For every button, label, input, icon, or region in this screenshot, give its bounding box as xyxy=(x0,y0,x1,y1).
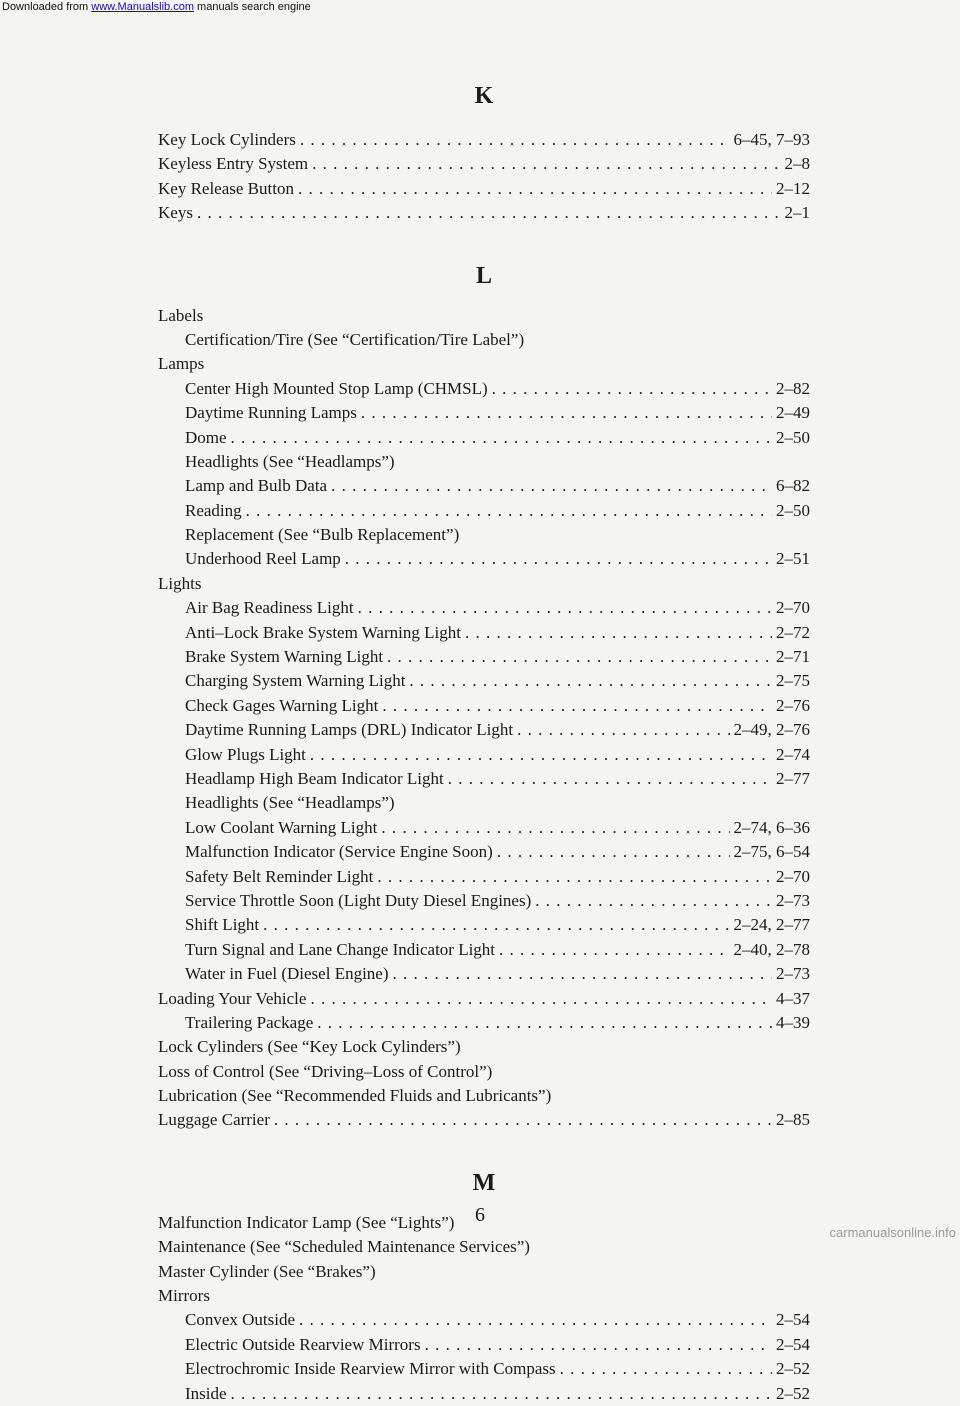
entry-page: 2–74, 6–36 xyxy=(733,817,810,837)
leader-dots xyxy=(381,816,729,840)
entry-page: 2–40, 2–78 xyxy=(733,939,810,959)
leader-dots xyxy=(448,767,772,791)
index-entry xyxy=(158,1235,810,1259)
entry-label: Keys xyxy=(158,203,193,223)
entry-label: Turn Signal and Lane Change Indicator Light xyxy=(185,939,496,959)
index-subentry xyxy=(158,1382,810,1406)
index-subentry xyxy=(158,596,810,620)
leader-dots xyxy=(310,743,772,767)
entry-page: 2–52 xyxy=(776,1383,810,1403)
banner-suffix: manuals search engine xyxy=(193,1,311,13)
leader-dots xyxy=(535,889,772,913)
index-subentry xyxy=(158,791,810,815)
leader-dots xyxy=(312,152,780,176)
section-letter-k: K xyxy=(474,83,494,109)
entry-label: Glow Plugs Light xyxy=(185,744,306,764)
entry-page: 2–71 xyxy=(776,647,810,667)
leader-dots xyxy=(345,547,772,571)
entry-label: Service Throttle Soon (Light Duty Diesel Engines) xyxy=(185,890,532,910)
entry-page: 2–1 xyxy=(784,203,810,223)
entry-label: Water in Fuel (Diesel Engine) xyxy=(185,964,389,984)
index-subentry xyxy=(158,547,810,571)
index-subentry xyxy=(158,694,810,718)
index-subentry xyxy=(158,743,810,767)
entry-label: Electrochromic Inside Rearview Mirror with Compass xyxy=(185,1359,556,1379)
entry-label: Maintenance (See “Scheduled Maintenance Services”) xyxy=(158,1237,530,1257)
entry-page: 2–54 xyxy=(776,1334,810,1354)
entry-page: 2–72 xyxy=(776,622,810,642)
entry-label: Reading xyxy=(185,500,242,520)
entry-label: Lubrication (See “Recommended Fluids and Lubricants”) xyxy=(158,1086,552,1106)
leader-dots xyxy=(317,1011,772,1035)
index-entry xyxy=(158,1260,810,1284)
leader-dots xyxy=(197,201,781,225)
entry-page: 2–52 xyxy=(776,1359,810,1379)
leader-dots xyxy=(465,621,772,645)
index-entry xyxy=(158,201,810,225)
entry-label: Daytime Running Lamps (DRL) Indicator Light xyxy=(185,720,514,740)
entry-label: Headlights (See “Headlamps”) xyxy=(185,793,395,813)
entry-page: 2–24, 2–77 xyxy=(733,915,810,935)
index-entry xyxy=(158,1084,810,1108)
page-number: 6 xyxy=(475,1204,485,1226)
leader-dots xyxy=(499,938,729,962)
index-subentry xyxy=(158,767,810,791)
leader-dots xyxy=(263,913,729,937)
index-subentry xyxy=(158,938,810,962)
entry-page: 2–77 xyxy=(776,768,810,788)
entry-label: Anti–Lock Brake System Warning Light xyxy=(185,622,461,642)
banner-prefix: Downloaded from xyxy=(2,1,92,13)
entry-label: Shift Light xyxy=(185,915,260,935)
index-entry xyxy=(158,152,810,176)
entry-page: 2–73 xyxy=(776,964,810,984)
index-subentry xyxy=(158,328,810,352)
index-subentry xyxy=(158,474,810,498)
heading-lights: Lights xyxy=(158,573,202,593)
entry-page: 2–50 xyxy=(776,427,810,447)
leader-dots xyxy=(231,426,772,450)
entry-label: Lock Cylinders (See “Key Lock Cylinders”) xyxy=(158,1037,461,1057)
entry-page: 2–75, 6–54 xyxy=(733,842,810,862)
entry-label: Headlamp High Beam Indicator Light xyxy=(185,768,444,788)
entry-label: Check Gages Warning Light xyxy=(185,695,379,715)
index-subentry xyxy=(158,889,810,913)
heading-mirrors: Mirrors xyxy=(158,1286,210,1306)
leader-dots xyxy=(361,401,772,425)
index-entry xyxy=(158,987,810,1011)
index-heading xyxy=(158,352,810,376)
entry-page: 2–49 xyxy=(776,403,810,423)
leader-dots xyxy=(387,645,772,669)
manualslib-link[interactable]: www.Manualslib.com xyxy=(91,1,194,13)
leader-dots xyxy=(331,474,772,498)
entry-page: 6–45, 7–93 xyxy=(733,130,810,149)
index-heading xyxy=(158,1284,810,1308)
index-subentry xyxy=(158,865,810,889)
entry-page: 2–70 xyxy=(776,866,810,886)
entry-page: 6–82 xyxy=(776,476,810,496)
index-subentry xyxy=(158,962,810,986)
index-entry xyxy=(158,128,810,152)
index-subentry xyxy=(158,523,810,547)
index-subentry xyxy=(158,913,810,937)
entry-page: 2–75 xyxy=(776,671,810,691)
entry-label: Luggage Carrier xyxy=(158,1110,270,1130)
entry-page: 4–37 xyxy=(776,988,810,1008)
index-subentry xyxy=(158,1308,810,1332)
index-subentry xyxy=(158,1011,810,1035)
leader-dots xyxy=(497,840,730,864)
entry-label: Key Lock Cylinders xyxy=(158,130,296,149)
index-subentry xyxy=(158,426,810,450)
leader-dots xyxy=(409,669,772,693)
entry-label: Loading Your Vehicle xyxy=(158,988,307,1008)
entry-label: Certification/Tire (See “Certification/Tire Label”) xyxy=(185,329,525,349)
entry-label: Low Coolant Warning Light xyxy=(185,817,378,837)
index-subentry xyxy=(158,377,810,401)
entry-page: 2–76 xyxy=(776,695,810,715)
index-subentry xyxy=(158,816,810,840)
entry-label: Loss of Control (See “Driving–Loss of Control”) xyxy=(158,1061,493,1081)
index-subentry xyxy=(158,1357,810,1381)
entry-label: Lamp and Bulb Data xyxy=(185,476,328,496)
entry-label: Safety Belt Reminder Light xyxy=(185,866,374,886)
leader-dots xyxy=(377,865,772,889)
entry-label: Headlights (See “Headlamps”) xyxy=(185,451,395,471)
entry-label: Dome xyxy=(185,427,227,447)
entry-page: 2–50 xyxy=(776,500,810,520)
entry-label: Trailering Package xyxy=(185,1012,314,1032)
entry-label: Inside xyxy=(185,1383,227,1403)
entry-page: 2–54 xyxy=(776,1310,810,1330)
entry-page: 2–73 xyxy=(776,890,810,910)
leader-dots xyxy=(560,1357,772,1381)
entry-label: Master Cylinder (See “Brakes”) xyxy=(158,1261,376,1281)
leader-dots xyxy=(492,377,772,401)
entry-label: Air Bag Readiness Light xyxy=(185,598,354,618)
index-subentry xyxy=(158,840,810,864)
leader-dots xyxy=(382,694,772,718)
entry-label: Malfunction Indicator (Service Engine Soon) xyxy=(185,842,493,862)
leader-dots xyxy=(393,962,772,986)
entry-label: Convex Outside xyxy=(185,1310,296,1330)
index-entry xyxy=(158,1060,810,1084)
entry-page: 2–51 xyxy=(776,549,810,569)
leader-dots xyxy=(274,1108,772,1132)
leader-dots xyxy=(298,177,772,201)
index-entry xyxy=(158,1035,810,1059)
entry-page: 2–85 xyxy=(776,1110,810,1130)
index-entry xyxy=(158,1108,810,1132)
index-subentry xyxy=(158,1333,810,1357)
index-heading xyxy=(158,304,810,328)
index-heading xyxy=(158,572,810,596)
entry-label: Electric Outside Rearview Mirrors xyxy=(185,1334,421,1354)
entry-page: 4–39 xyxy=(776,1012,810,1032)
entry-label: Replacement (See “Bulb Replacement”) xyxy=(185,525,460,545)
index-subentry xyxy=(158,645,810,669)
entry-page: 2–70 xyxy=(776,598,810,618)
heading-labels: Labels xyxy=(158,305,204,325)
leader-dots xyxy=(246,499,772,523)
entry-label: Charging System Warning Light xyxy=(185,671,406,691)
entry-page: 2–12 xyxy=(776,178,810,198)
entry-page: 2–49, 2–76 xyxy=(733,720,810,740)
entry-label: Malfunction Indicator Lamp (See “Lights”) xyxy=(158,1212,455,1232)
leader-dots xyxy=(300,128,730,152)
entry-label: Underhood Reel Lamp xyxy=(185,549,341,569)
index-subentry xyxy=(158,450,810,474)
index-subentry xyxy=(158,669,810,693)
entry-page: 2–8 xyxy=(784,154,810,174)
entry-label: Brake System Warning Light xyxy=(185,647,384,667)
download-banner xyxy=(0,0,960,14)
heading-lamps: Lamps xyxy=(158,354,205,374)
leader-dots xyxy=(310,987,772,1011)
section-letter-l: L xyxy=(475,262,492,289)
leader-dots xyxy=(299,1308,772,1332)
leader-dots xyxy=(425,1333,772,1357)
index-subentry xyxy=(158,621,810,645)
index-subentry xyxy=(158,401,810,425)
leader-dots xyxy=(517,718,729,742)
index-subentry xyxy=(158,718,810,742)
leader-dots xyxy=(358,596,772,620)
watermark-footer: carmanualsonline.info xyxy=(829,1225,956,1240)
entry-label: Center High Mounted Stop Lamp (CHMSL) xyxy=(185,378,488,398)
leader-dots xyxy=(231,1382,772,1406)
entry-label: Key Release Button xyxy=(158,178,294,198)
section-letter-m: M xyxy=(472,1169,496,1196)
entry-label: Keyless Entry System xyxy=(158,154,309,174)
entry-label: Daytime Running Lamps xyxy=(185,403,357,423)
entry-page: 2–82 xyxy=(776,378,810,398)
entry-page: 2–74 xyxy=(776,744,810,764)
index-entry xyxy=(158,177,810,201)
index-subentry xyxy=(158,499,810,523)
